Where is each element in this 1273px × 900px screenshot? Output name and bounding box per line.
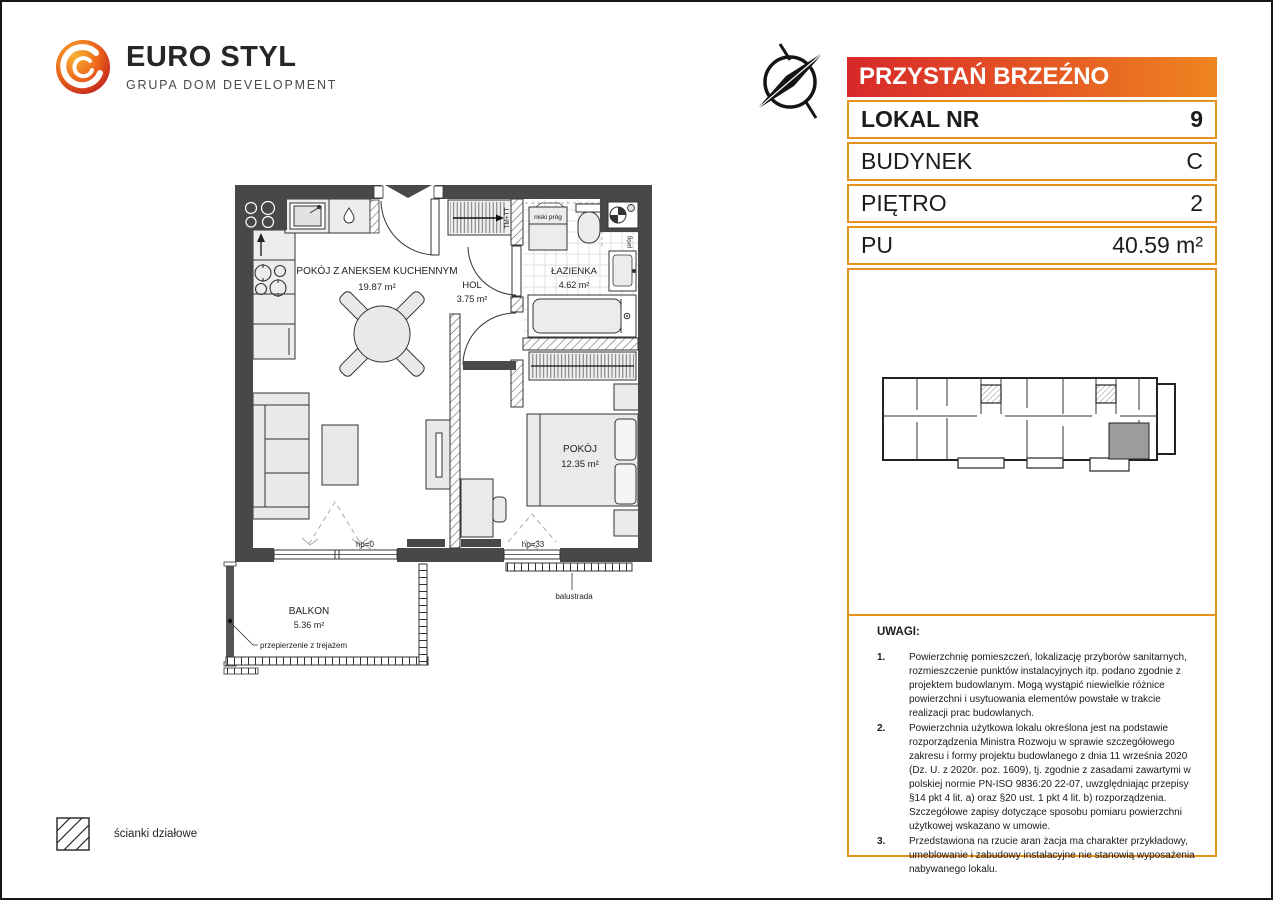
tv-unit [426, 420, 450, 489]
note-text: Powierzchnia użytkowa lokalu określona jest na podstawie rozporządzenia Ministra Rozwoju w sprawie szczegółowego zakresu i formy projektu budowlanego z dnia 11 września 2020 (Dz. U. z 2020r. poz. 1609), tj. zgodnie z zasadami zawartymi w polskiej normie PN-ISO 9836:20 22-07, uwzględniając przepisy §14 pkt 4 lit. a) oraz §20 ust. 1 pkt 4 lit. b) rozporządzenia. Szczegółowe zapisy dotyczące sposobu pomiaru powierzchni użytkowej wskazano w umowie. [909, 723, 1191, 832]
row-label: PU [861, 232, 893, 258]
toilet [576, 204, 602, 243]
washer-label: niski próg [534, 214, 562, 221]
room-area-bedroom: 12.35 m² [561, 459, 599, 470]
bedroom-balcony-railing [506, 563, 632, 590]
note-text: Przedstawiona na rzucie aran żacja ma charakter przykładowy, umeblowanie i zabudowy instalacyjne nie stanowią wyposażenia nabywanego lokalu. [909, 836, 1195, 875]
coffee-table [322, 425, 358, 485]
table-row-pu [847, 226, 1217, 265]
legend [56, 817, 197, 851]
row-value: C [1186, 148, 1203, 174]
table-row-budynek [847, 142, 1217, 181]
unit-header-table [847, 57, 1217, 265]
room-area-living: 19.87 m² [358, 282, 396, 293]
row-value: 40.59 m² [1112, 232, 1203, 258]
sill-label-bedroom: hp=33 [521, 540, 545, 549]
room-label-bathroom: ŁAZIENKA [551, 266, 597, 277]
eurostyl-logo-icon [54, 38, 112, 96]
bathtub [528, 295, 636, 337]
brand-name: EURO STYL [126, 40, 297, 73]
row-value: 2 [1190, 190, 1203, 216]
stair-core [1096, 385, 1116, 403]
railing-label: balustrada [555, 592, 593, 601]
sill-label-living: hp=0 [355, 540, 375, 549]
threshold-label: próg [627, 235, 633, 248]
room-area-hall: 3.75 m² [456, 294, 488, 304]
note-item [877, 835, 1199, 877]
row-label: BUDYNEK [861, 148, 973, 174]
apartment-floorplan [207, 165, 677, 697]
row-value: 9 [1190, 106, 1203, 132]
entrance-marker [385, 185, 432, 198]
info-box-divider [849, 614, 1215, 616]
bedroom-wardrobe [529, 352, 636, 380]
table-row-pietro [847, 184, 1217, 223]
wardrobe-label: TM+TT [504, 207, 511, 229]
desk-chair [493, 497, 506, 522]
room-label-hall: HOL [462, 280, 482, 291]
bedroom-window [504, 514, 560, 559]
partition-hatch-icon [56, 817, 90, 851]
nightstand [614, 510, 640, 536]
hall-wardrobe [448, 200, 511, 235]
notes-title: UWAGI: [877, 626, 920, 638]
note-number: 3. [877, 836, 886, 847]
note-item [877, 722, 1199, 834]
note-text: Powierzchnię pomieszczeń, lokalizację przyborów sanitarnych, rozmieszczenie punktów instalacyjnych itp. podano zgodnie z projektem budowlanym. Mogą wystąpić niewielkie różnice powierzchni i usytuowania elementów powstałe w trakcie realizacji prac budowlanych. [909, 652, 1187, 719]
brand-tagline: GRUPA DOM DEVELOPMENT [126, 77, 338, 92]
dining-table-with-chairs [338, 290, 427, 379]
radiator [461, 539, 501, 547]
note-number: 2. [877, 723, 886, 734]
building-floor-overview [877, 370, 1189, 480]
legend-label: ścianki działowe [114, 828, 198, 840]
room-label-living: POKÓJ Z ANEKSEM KUCHENNYM [296, 266, 458, 277]
note-number: 1. [877, 652, 886, 663]
bathroom-sink [609, 251, 636, 291]
info-box [847, 268, 1217, 875]
radiator [407, 539, 445, 547]
stair-core [981, 385, 1001, 403]
balcony-partition-label: przepierzenie z trejażem [260, 641, 348, 650]
row-label: LOKAL NR [861, 106, 980, 132]
row-label: PIĘTRO [861, 190, 947, 216]
notes-section [849, 626, 1215, 878]
balcony [224, 562, 428, 674]
highlighted-unit [1109, 423, 1149, 459]
trellis-partition [226, 564, 234, 664]
kitchen-counter-top [285, 199, 370, 233]
counter-end-panel [370, 200, 379, 233]
room-label-bedroom: POKÓJ [563, 444, 597, 455]
washing-machine [529, 203, 567, 250]
room-area-bathroom: 4.62 m² [558, 280, 590, 290]
desk [461, 479, 493, 537]
ventilation-shaft [608, 202, 638, 228]
developer-logo [54, 38, 337, 96]
leader-line [231, 623, 258, 645]
gear-icon [628, 205, 635, 212]
note-item [877, 651, 1199, 721]
table-row-lokal [847, 100, 1217, 139]
room-area-balcony: 5.36 m² [293, 620, 325, 630]
sofa [253, 393, 309, 519]
north-arrow-icon [740, 42, 836, 127]
bedroom-door [463, 313, 516, 370]
room-label-balcony: BALKON [288, 606, 330, 617]
project-title: PRZYSTAŃ BRZEŹNO [847, 57, 1217, 97]
nightstand [614, 384, 640, 410]
